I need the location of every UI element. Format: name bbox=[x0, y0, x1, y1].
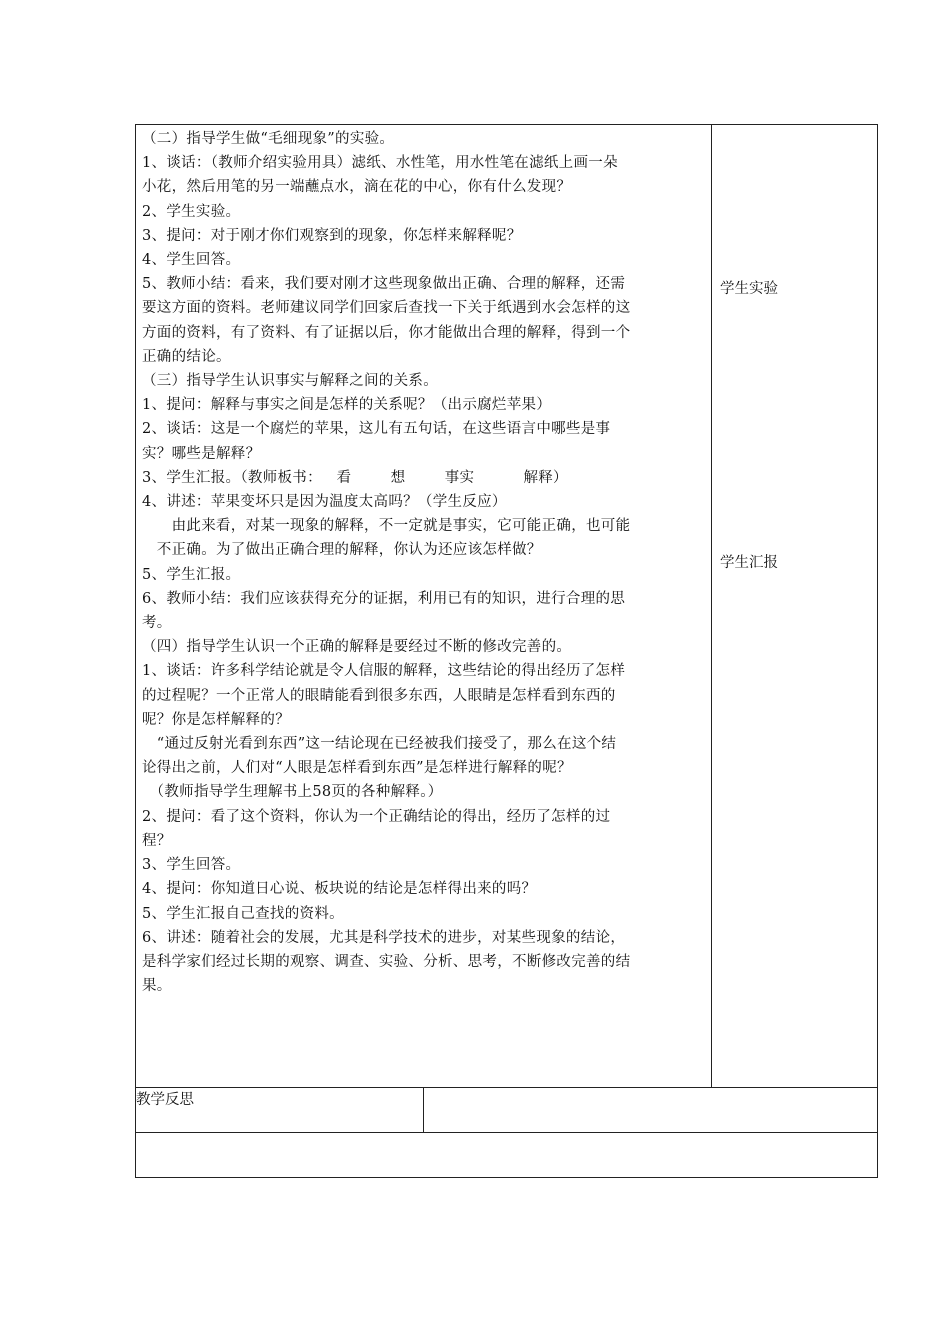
text-line: 程？ bbox=[142, 832, 172, 849]
text-line: 5、学生汇报自己查找的资料。 bbox=[142, 905, 344, 922]
text-line: （三）指导学生认识事实与解释之间的关系。 bbox=[142, 373, 438, 390]
teaching-process-cell bbox=[136, 125, 712, 1088]
text-line: 6、讲述：随着社会的发展，尤其是科学技术的进步，对某些现象的结论， bbox=[142, 929, 626, 946]
text-line: 呢？你是怎样解释的？ bbox=[142, 711, 290, 728]
text-line: 由此来看，对某一现象的解释，不一定就是事实，它可能正确，也可能 bbox=[142, 518, 631, 535]
text-line: 正确的结论。 bbox=[142, 348, 231, 365]
text-line: 1、提问：解释与事实之间是怎样的关系呢？（出示腐烂苹果） bbox=[142, 397, 552, 414]
table-row-main bbox=[136, 125, 878, 1088]
text-line: （二）指导学生做“毛细现象”的实验。 bbox=[142, 131, 395, 147]
text-line: 不正确。为了做出正确合理的解释，你认为还应该怎样做？ bbox=[142, 542, 542, 559]
text-line: 4、讲述：苹果变坏只是因为温度太高吗？（学生反应） bbox=[142, 494, 507, 511]
text-line: 6、教师小结：我们应该获得充分的证据，利用已有的知识，进行合理的思 bbox=[142, 590, 626, 607]
teaching-process-content bbox=[136, 125, 711, 998]
text-line: “通过反射光看到东西”这一结论现在已经被我们接受了，那么在这个结 bbox=[142, 736, 617, 753]
text-line: 2、提问：看了这个资料，你认为一个正确结论的得出，经历了怎样的过 bbox=[142, 808, 611, 825]
reflection-label: 教学反思 bbox=[136, 1092, 194, 1108]
text-line: 1、谈话：（教师介绍实验用具）滤纸、水性笔，用水性笔在滤纸上画一朵 bbox=[142, 155, 618, 172]
text-line: 的过程呢？一个正常人的眼睛能看到很多东西，人眼睛是怎样看到东西的 bbox=[142, 687, 616, 704]
bottom-empty-cell bbox=[136, 1133, 878, 1178]
reflection-label-cell bbox=[136, 1088, 424, 1133]
lesson-plan-table bbox=[135, 124, 878, 1178]
student-activity-cell bbox=[712, 125, 878, 1088]
text-line: （教师指导学生理解书上58页的各种解释。） bbox=[142, 784, 443, 801]
text-line: 1、谈话：许多科学结论就是令人信服的解释，这些结论的得出经历了怎样 bbox=[142, 663, 626, 680]
text-line: 3、提问：对于刚才你们观察到的现象，你怎样来解释呢？ bbox=[142, 227, 522, 244]
text-line: 4、提问：你知道日心说、板块说的结论是怎样得出来的吗？ bbox=[142, 881, 537, 898]
text-line: 5、学生汇报。 bbox=[142, 566, 241, 583]
text-line: 3、学生汇报。（教师板书： 看 想 事实 解释） bbox=[142, 469, 568, 486]
text-line: 2、学生实验。 bbox=[142, 203, 241, 220]
text-line: 实？哪些是解释？ bbox=[142, 445, 261, 462]
text-line: （四）指导学生认识一个正确的解释是要经过不断的修改完善的。 bbox=[142, 639, 572, 656]
table-row-bottom bbox=[136, 1133, 878, 1178]
text-line: 果。 bbox=[142, 978, 172, 995]
text-line: 论得出之前，人们对“人眼是怎样看到东西”是怎样进行解释的呢？ bbox=[142, 760, 572, 777]
reflection-content-cell bbox=[424, 1088, 878, 1133]
side-label-report: 学生汇报 bbox=[720, 555, 778, 571]
text-line: 4、学生回答。 bbox=[142, 252, 241, 269]
side-label-experiment: 学生实验 bbox=[720, 281, 778, 297]
text-line: 3、学生回答。 bbox=[142, 857, 241, 874]
text-line: 方面的资料，有了资料、有了证据以后，你才能做出合理的解释，得到一个 bbox=[142, 324, 631, 341]
text-line: 5、教师小结：看来，我们要对刚才这些现象做出正确、合理的解释，还需 bbox=[142, 276, 626, 293]
text-line: 小花，然后用笔的另一端蘸点水，滴在花的中心，你有什么发现？ bbox=[142, 179, 572, 196]
text-line: 要这方面的资料。老师建议同学们回家后查找一下关于纸遇到水会怎样的这 bbox=[142, 300, 631, 317]
table-row-reflection bbox=[136, 1088, 878, 1133]
text-line: 2、谈话：这是一个腐烂的苹果，这儿有五句话，在这些语言中哪些是事 bbox=[142, 421, 611, 438]
text-line: 考。 bbox=[142, 615, 172, 632]
text-line: 是科学家们经过长期的观察、调查、实验、分析、思考，不断修改完善的结 bbox=[142, 953, 631, 970]
